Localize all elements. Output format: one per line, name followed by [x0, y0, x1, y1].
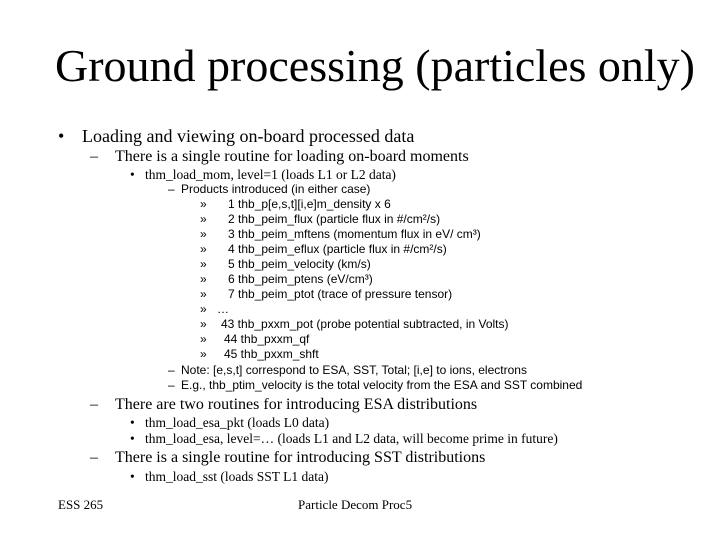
bullet-marker: •: [58, 126, 65, 146]
list-item: 1 thb_p[e,s,t][i,e]m_density x 6: [228, 197, 391, 211]
list-marker: »: [200, 287, 207, 301]
list-marker: »: [200, 227, 207, 241]
footer-left: ESS 265: [58, 497, 104, 512]
list-marker: »: [200, 242, 207, 256]
footer-center: Particle Decom Proc5: [298, 497, 413, 512]
list-item: 5 thb_peim_velocity (km/s): [228, 257, 371, 271]
dash-marker: –: [168, 182, 175, 196]
list-marker: »: [200, 302, 207, 316]
list-item: 7 thb_peim_ptot (trace of pressure tensor): [228, 287, 453, 301]
list-marker: »: [200, 332, 207, 346]
bullet-loading-viewing: Loading and viewing on-board processed data: [82, 126, 415, 146]
dash-marker: –: [168, 378, 175, 392]
note-example-velocity: E.g., thb_ptim_velocity is the total velocity from the ESA and SST combined: [181, 378, 583, 392]
item-thm-load-sst: thm_load_sst (loads SST L1 data): [145, 469, 329, 484]
list-marker: »: [200, 212, 207, 226]
list-marker: »: [200, 317, 207, 331]
subbullet-esa-routines: There are two routines for introducing ESA distributions: [115, 396, 478, 413]
list-marker: »: [200, 272, 207, 286]
list-item: 3 thb_peim_mftens (momentum flux in eV/ cm³): [228, 227, 481, 241]
list-marker: »: [200, 347, 207, 361]
list-item: 2 thb_peim_flux (particle flux in #/cm²/s): [228, 212, 441, 226]
subbullet-single-routine-moments: There is a single routine for loading on-board moments: [115, 148, 469, 165]
note-esa-sst-total: Note: [e,s,t] correspond to ESA, SST, Total; [i,e] to ions, electrons: [181, 363, 527, 377]
list-item: 6 thb_peim_ptens (eV/cm³): [228, 272, 373, 286]
subbullet-sst-routine: There is a single routine for introducing SST distributions: [115, 449, 486, 466]
item-thm-load-mom: thm_load_mom, level=1 (loads L1 or L2 data): [145, 167, 396, 182]
dash-marker: –: [168, 363, 175, 377]
list-marker: »: [200, 197, 207, 211]
products-intro: Products introduced (in either case): [181, 182, 371, 196]
dash-marker: –: [90, 148, 98, 165]
list-item: 43 thb_pxxm_pot (probe potential subtracted, in Volts): [221, 317, 509, 331]
bullet-marker: •: [130, 415, 135, 430]
item-thm-load-esa: thm_load_esa, level=… (loads L1 and L2 data, will become prime in future): [145, 431, 558, 446]
list-item: 4 thb_peim_eflux (particle flux in #/cm²/s): [228, 242, 447, 256]
list-item: …: [217, 302, 229, 316]
list-marker: »: [200, 257, 207, 271]
list-item: 45 thb_pxxm_shft: [224, 347, 319, 361]
list-item: 44 thb_pxxm_qf: [224, 332, 310, 346]
bullet-marker: •: [130, 469, 135, 484]
item-thm-load-esa-pkt: thm_load_esa_pkt (loads L0 data): [145, 415, 330, 430]
dash-marker: –: [90, 449, 98, 466]
bullet-marker: •: [130, 431, 135, 446]
dash-marker: –: [90, 396, 98, 413]
slide-title: Ground processing (particles only): [55, 40, 696, 91]
bullet-marker: •: [130, 167, 135, 182]
